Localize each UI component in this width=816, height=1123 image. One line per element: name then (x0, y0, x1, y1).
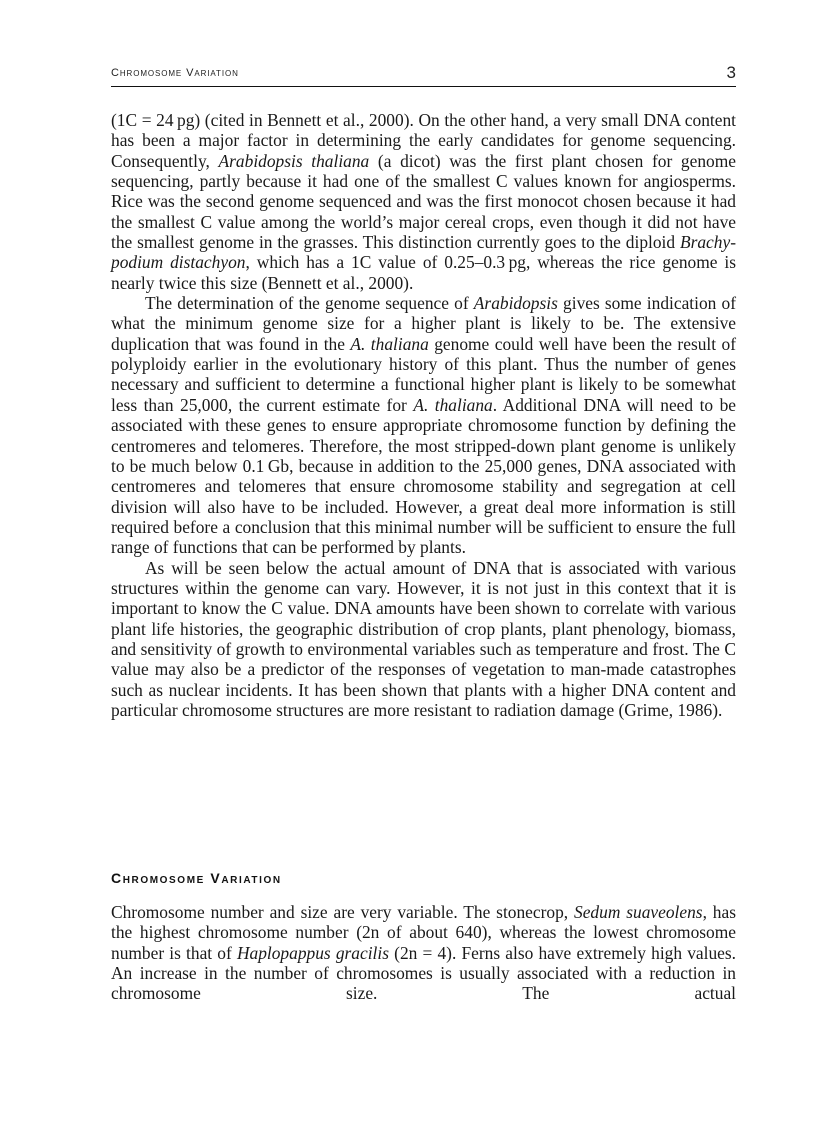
page-number: 3 (726, 63, 736, 82)
italic-term: A. thaliana (413, 394, 493, 415)
italic-term: Haplopappus gracilis (236, 942, 389, 963)
italic-term: A. thaliana (350, 333, 429, 354)
paragraph (111, 293, 736, 557)
running-head-title: Chromosome Variation (111, 67, 239, 79)
paragraph (111, 110, 736, 293)
text-run: (a dicot) was the first plant chosen for genome sequencing, partly because it had one of the smallest C values known for angiosperms. Rice was the second genome sequenced and was the first monocot chosen because it had the smallest C value among the world’s major cereal crops, even though it did not have the smallest genome in the grasses. This distinction currently goes to the diploid (111, 150, 736, 253)
text-run: , which has a 1C value of 0.25–0.3 pg, whereas the rice genome is nearly twice this size (Bennett et al., 2000). (111, 252, 736, 293)
text-run: gives some indication of what the minimum genome size for a higher plant is likely to be. The extensive duplication that was found in the (111, 293, 736, 354)
text-run: . Additional DNA will need to be associated with these genes to ensure appropriate chromosome function by defining the centromeres and telomeres. Therefore, the most stripped-down plant genome is unlikely to be much below 0.1 Gb, because in addition to the 25,000 genes, DNA associated with centromeres and telomeres that ensure chromosome stability and segregation at cell division will also have to be included. However, a great deal more information is still required before a conclusion that this minimal number will be sufficient to ensure the full range of functions that can be performed by plants. (111, 394, 736, 558)
italic-term: Arabidopsis thaliana (218, 150, 370, 171)
italic-term: Brachypodium distachyon (111, 232, 736, 273)
italic-term: Sedum suaveolens (574, 902, 703, 922)
body-text (111, 110, 736, 720)
text-run: The determination of the genome sequence of (145, 293, 474, 314)
section-body-text (111, 902, 736, 1004)
text-run: As will be seen below the actual amount of DNA that is associated with various structures within the genome can vary. However, it is not just in this context that it is important to know the C value. DNA amounts have been shown to correlate with various plant life histories, the geographic distribution of crop plants, plant phenology, biomass, and sensitivity of growth to environmental variables such as temperature and frost. The C value may also be a predictor of the responses of vegetation to man-made catastrophes such as nuclear incidents. It has been shown that plants with a higher DNA content and particular chromosome structures are more resistant to radiation damage (Grime, 1986). (111, 557, 736, 720)
text-run: Chromosome number and size are very variable. The stonecrop, (111, 902, 575, 922)
text-run: (1C = 24 pg) (cited in Bennett et al., 2000). On the other hand, a very small DNA content has been a major factor in determining the early candidates for genome sequencing. Consequently, (111, 110, 736, 171)
text-run: , has the highest chromosome number (2n of about 640), whereas the lowest chromosome number is that of (111, 902, 736, 963)
running-head (111, 64, 736, 84)
paragraph (111, 902, 736, 1004)
header-rule (111, 86, 736, 87)
italic-term: Arabidopsis (473, 293, 558, 314)
text-run: genome could well have been the result of polyploidy earlier in the evolutionary history of this plant. Thus the number of genes necessary and sufficient to determine a functional higher plant is likely to be somewhat less than 25,000, the current estimate for (111, 333, 736, 415)
paragraph (111, 558, 736, 721)
text-run: (2n = 4). Ferns also have extremely high values. An increase in the number of chromosomes is usually associated with a reduction in chromosome size. The actual (111, 942, 736, 1004)
section-heading: Chromosome Variation (111, 870, 282, 886)
